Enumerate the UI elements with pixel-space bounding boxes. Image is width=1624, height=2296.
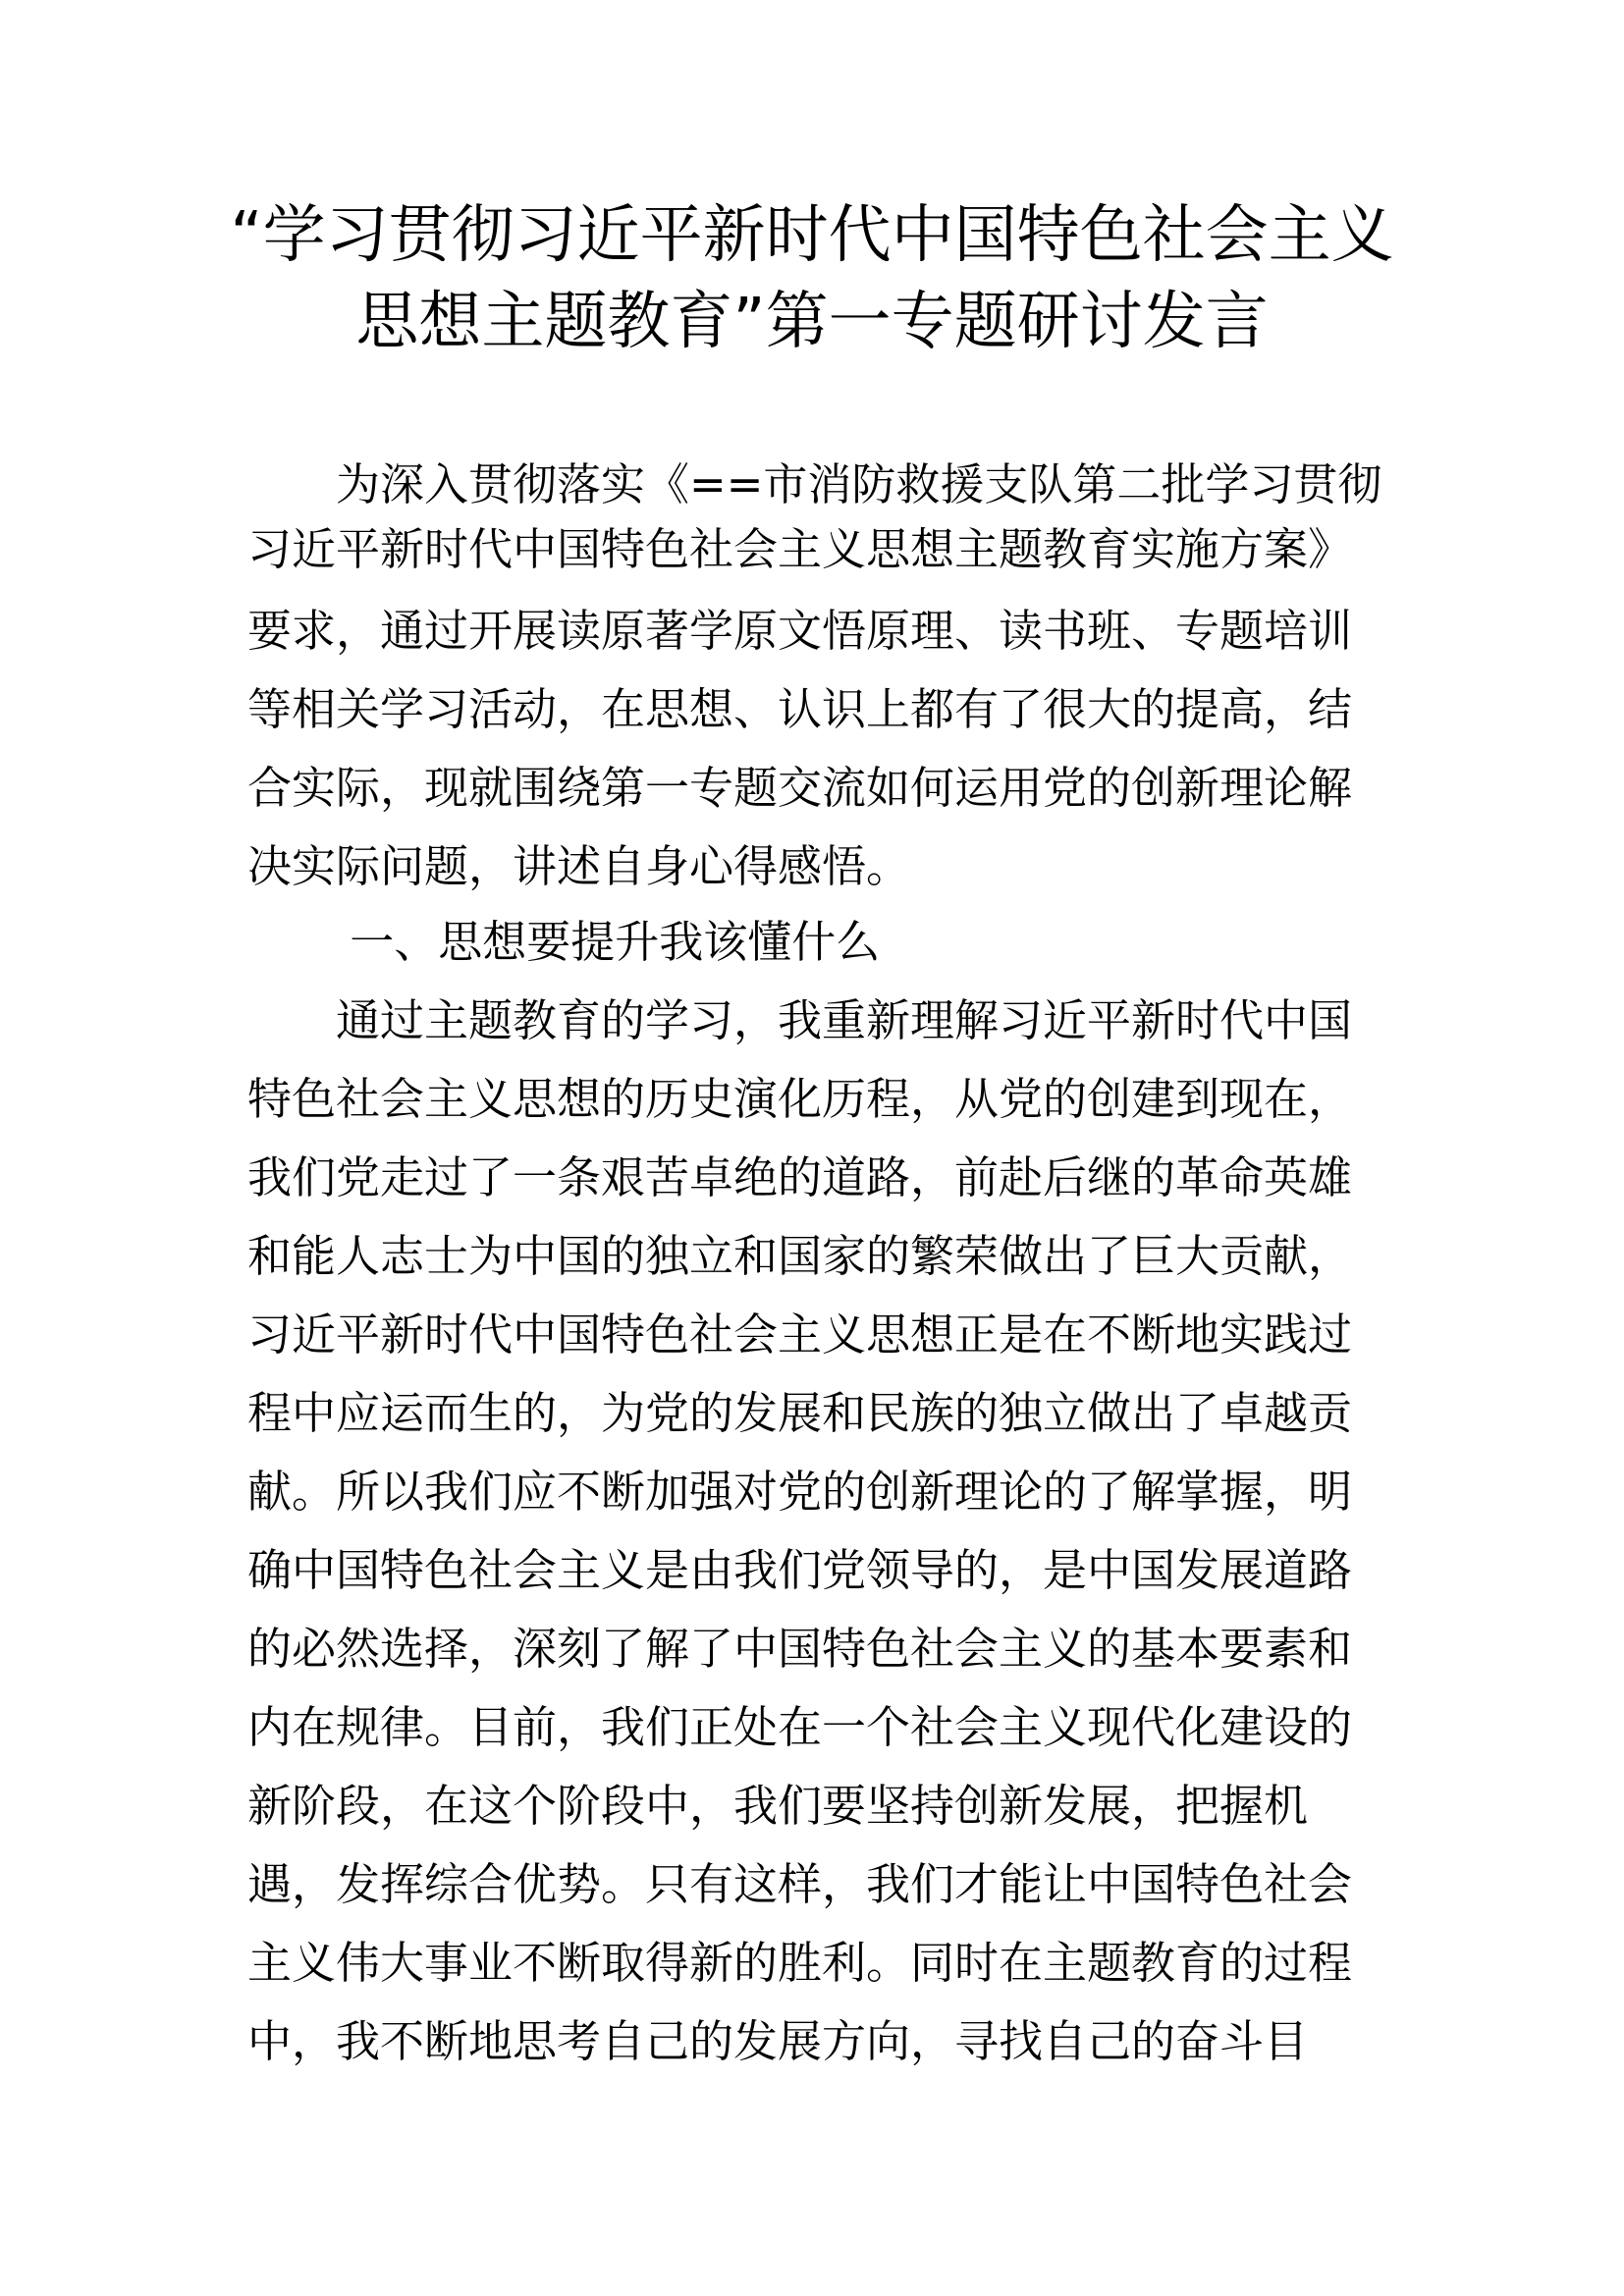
body-line: 新阶段，在这个阶段中，我们要坚持创新发展，把握机 (247, 1780, 1309, 1832)
body-line: 内在规律。目前，我们正处在一个社会主义现代化建设的 (247, 1701, 1353, 1753)
body-line: 通过主题教育的学习，我重新理解习近平新时代中国 (247, 994, 1353, 1046)
body-line: 等相关学习活动，在思想、认识上都有了很大的提高，结 (247, 683, 1353, 735)
body-line: 习近平新时代中国特色社会主义思想主题教育实施方案》 (247, 523, 1353, 575)
section-heading: 一、思想要提升我该懂什么 (247, 916, 881, 968)
body-line: 和能人志士为中国的独立和国家的繁荣做出了巨大贡献， (247, 1230, 1353, 1282)
body-line: 为深入贯彻落实《==市消防救援支队第二批学习贯彻 (247, 458, 1382, 510)
body-line: 我们党走过了一条艰苦卓绝的道路，前赴后继的革命英雄 (247, 1151, 1353, 1203)
body-line: 中，我不断地思考自己的发展方向，寻找自己的奋斗目 (247, 2015, 1309, 2067)
page-title-line-1: “学习贯彻习近平新时代中国特色社会主义 (230, 199, 1394, 272)
body-line: 确中国特色社会主义是由我们党领导的，是中国发展道路 (247, 1544, 1353, 1596)
body-line: 程中应运而生的，为党的发展和民族的独立做出了卓越贡 (247, 1387, 1353, 1439)
body-line: 决实际问题，讲述自身心得感悟。 (247, 840, 911, 892)
body-line: 献。所以我们应不断加强对党的创新理论的了解掌握，明 (247, 1466, 1353, 1518)
body-line: 遇，发挥综合优势。只有这样，我们才能让中国特色社会 (247, 1858, 1353, 1910)
page-title-line-2: 思想主题教育”第一专题研讨发言 (355, 286, 1269, 358)
body-line: 习近平新时代中国特色社会主义思想正是在不断地实践过 (247, 1308, 1353, 1361)
body-line: 主义伟大事业不断取得新的胜利。同时在主题教育的过程 (247, 1937, 1353, 1989)
body-line: 要求，通过开展读原著学原文悟原理、读书班、专题培训 (247, 605, 1353, 657)
body-line: 的必然选择，深刻了解了中国特色社会主义的基本要素和 (247, 1623, 1353, 1675)
body-line: 特色社会主义思想的历史演化历程，从党的创建到现在， (247, 1073, 1353, 1125)
body-line: 合实际，现就围绕第一专题交流如何运用党的创新理论解 (247, 762, 1353, 814)
